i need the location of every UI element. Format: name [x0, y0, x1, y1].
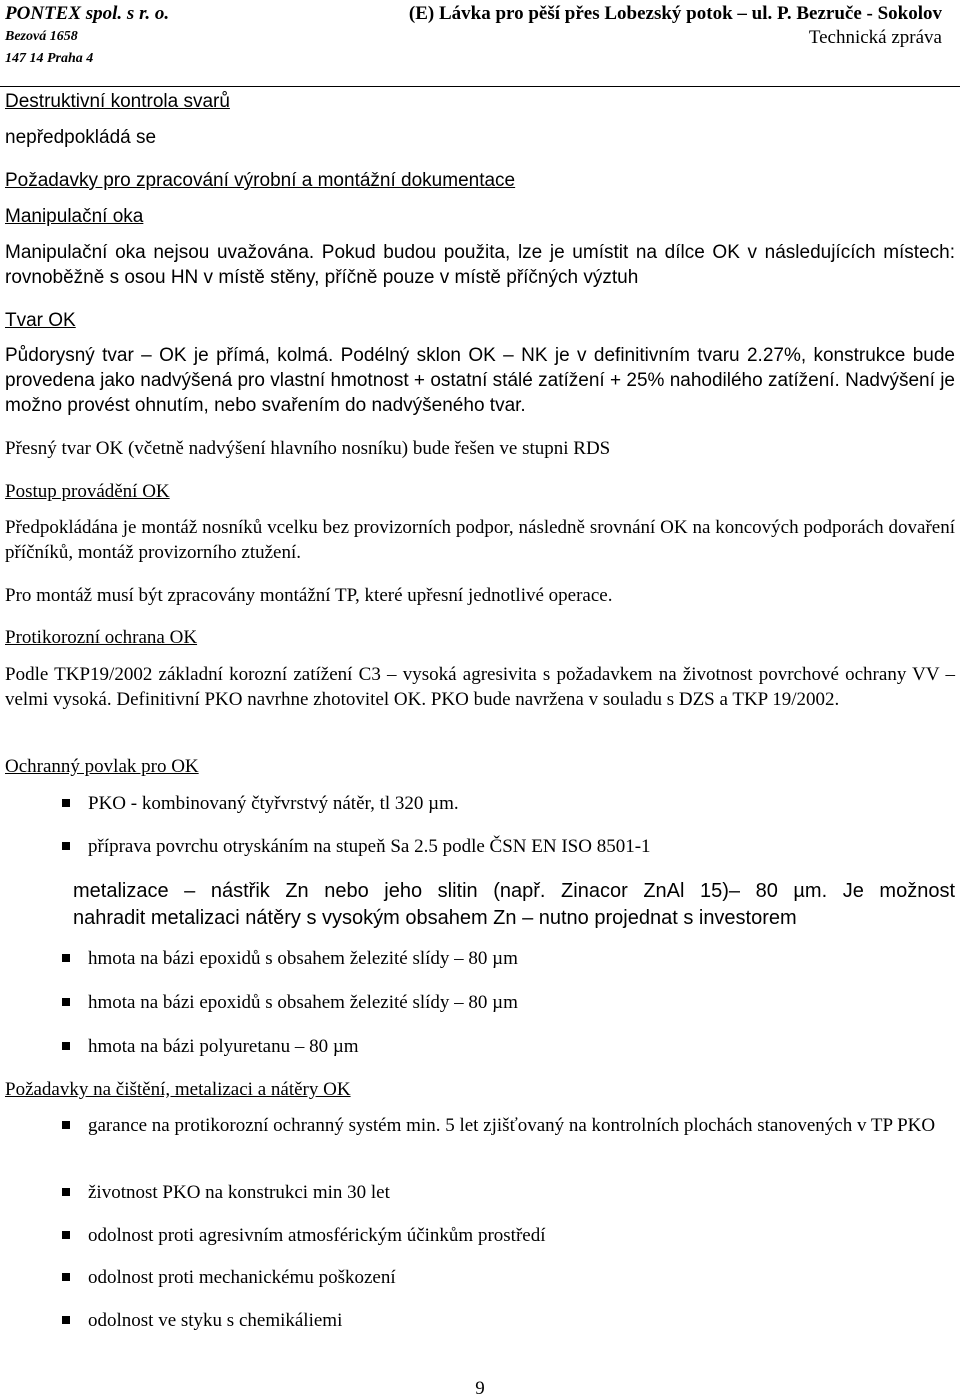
- list-item: PKO - kombinovaný čtyřvrstvý nátěr, tl 320 µm.: [62, 791, 955, 816]
- company-street: Bezová 1658: [5, 29, 78, 44]
- company-block: [5, 2, 169, 70]
- metallization-line-1: metalizace – nástřik Zn nebo jeho slitin (např. Zinacor ZnAl 15)– 80 µm. Je možnost: [73, 880, 955, 902]
- list-item: odolnost proti mechanickému poškození: [62, 1265, 955, 1290]
- document-title-block: [409, 2, 942, 50]
- bullet-square-icon: [62, 1273, 70, 1281]
- list-item: garance na protikorozní ochranný systém min. 5 let zjišťovaný na kontrolních plochách stanovených v TP PKO: [62, 1113, 955, 1138]
- list-item: odolnost proti agresivním atmosférickým účinkům prostředí: [62, 1223, 955, 1248]
- list-item: hmota na bázi epoxidů s obsahem železité slídy – 80 µm: [62, 946, 955, 971]
- bullet-square-icon: [62, 1042, 70, 1050]
- page-number: 9: [475, 1378, 485, 1399]
- bullet-square-icon: [62, 1121, 70, 1129]
- destructive-heading: Destruktivní kontrola svarů: [5, 91, 230, 112]
- page-header: [0, 0, 960, 86]
- list-item: hmota na bázi polyuretanu – 80 µm: [62, 1034, 955, 1059]
- destructive-text: nepředpokládá se: [5, 127, 157, 148]
- list-item: odolnost ve styku s chemikáliemi: [62, 1308, 955, 1333]
- bullet-square-icon: [62, 799, 70, 807]
- company-city: 147 14 Praha 4: [5, 51, 94, 66]
- metallization-paragraph: [73, 878, 955, 932]
- list-item: příprava povrchu otryskáním na stupeň Sa 2.5 podle ČSN EN ISO 8501-1: [62, 834, 955, 859]
- bullet-square-icon: [62, 1188, 70, 1196]
- shape-heading: Tvar OK: [5, 310, 76, 331]
- corrosion-text: Podle TKP19/2002 základní korozní zatížení C3 – vysoká agresivita s požadavkem na životnost povrchové ochrany VV – velmi vysoká. Definitivní PKO navrhne zhotovitel OK. PKO bude navržena v souladu s DZS a TKP 19/2002.: [5, 664, 955, 710]
- document-subtitle: Technická zpráva: [808, 27, 942, 48]
- requirements-heading: Požadavky pro zpracování výrobní a montážní dokumentace: [5, 170, 516, 191]
- bullet-square-icon: [62, 1316, 70, 1324]
- header-rule: [0, 86, 960, 87]
- list-item: hmota na bázi epoxidů s obsahem železité slídy – 80 µm: [62, 990, 955, 1015]
- coating-heading: Ochranný povlak pro OK: [5, 756, 199, 777]
- handling-text: Manipulační oka nejsou uvažována. Pokud budou použita, lze je umístit na dílce OK v následujících místech: rovnoběžně s osou HN v místě stěny, příčně pouze v místě příčných výztuh: [5, 242, 955, 288]
- exact-shape-text: Přesný tvar OK (včetně nadvýšení hlavního nosníku) bude řešen ve stupni RDS: [5, 438, 611, 459]
- company-name: PONTEX spol. s r. o.: [5, 3, 170, 24]
- corrosion-heading: Protikorozní ochrana OK: [5, 627, 198, 648]
- cleaning-heading: Požadavky na čištění, metalizaci a nátěry OK: [5, 1079, 351, 1100]
- handling-heading: Manipulační oka: [5, 206, 144, 227]
- procedure-text: Předpokládána je montáž nosníků vcelku bez provizorních podpor, následně srovnání OK na koncových podporách dovaření příčníků, montáž provizorního ztužení.: [5, 517, 955, 563]
- document-title: (E) Lávka pro pěší přes Lobezský potok – ul. P. Bezruče - Sokolov: [408, 3, 942, 24]
- metallization-line-2: nahradit metalizaci nátěry s vysokým obsahem Zn – nutno projednat s investorem: [73, 907, 797, 929]
- list-item: životnost PKO na konstrukci min 30 let: [62, 1180, 955, 1205]
- assembly-text: Pro montáž musí být zpracovány montážní TP, které upřesní jednotlivé operace.: [5, 585, 613, 606]
- bullet-square-icon: [62, 1231, 70, 1239]
- shape-text: Půdorysný tvar – OK je přímá, kolmá. Podélný sklon OK – NK je v definitivním tvaru 2.27%, konstrukce bude provedena jako nadvýšená pro vlastní hmotnost + ostatní stálé zatížení + 25% nahodilého zatížení. Nadvýšení je možno provést ohnutím, nebo svařením do nadvýšeného tvar.: [5, 345, 955, 416]
- bullet-square-icon: [62, 954, 70, 962]
- procedure-heading: Postup provádění OK: [5, 481, 170, 502]
- bullet-square-icon: [62, 998, 70, 1006]
- bullet-square-icon: [62, 842, 70, 850]
